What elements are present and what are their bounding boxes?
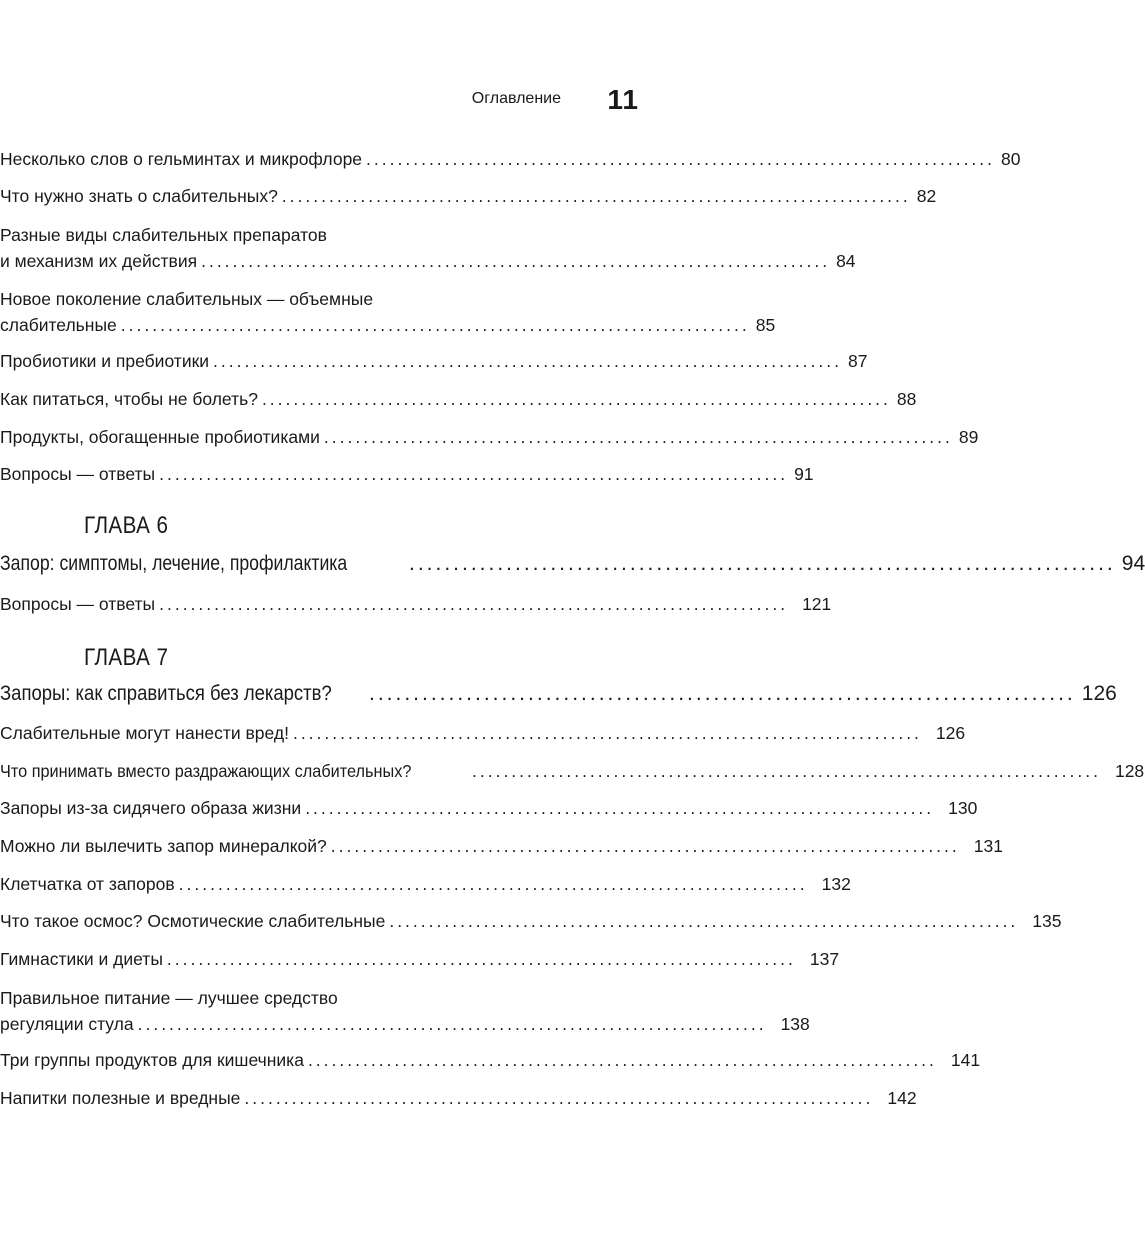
toc-entry[interactable] (0, 720, 966, 746)
entry-page: 138 (780, 1014, 810, 1034)
entry-title: и механизм их действия (0, 251, 198, 271)
toc-entry[interactable] (0, 183, 937, 209)
entry-page: 87 (848, 351, 868, 371)
entry-page: 126 (1081, 682, 1117, 705)
running-header (84, 84, 639, 114)
entry-title: Как питаться, чтобы не болеть? (0, 389, 258, 409)
entry-title: Клетчатка от запоров (0, 874, 175, 894)
entry-title: Что нужно знать о слабительных? (0, 186, 278, 206)
entry-title: Запоры из-за сидячего образа жизни (0, 798, 302, 818)
entry-title: Можно ли вылечить запор минералкой? (0, 836, 327, 856)
toc-entry[interactable] (0, 908, 1062, 934)
entry-page: 142 (887, 1088, 917, 1108)
entry-title-line1: Разные виды слабительных препаратов (0, 225, 327, 245)
dot-leader: ................................................................................ (137, 1014, 767, 1034)
entry-page: 88 (896, 389, 917, 409)
entry-page: 141 (950, 1050, 981, 1070)
dot-leader: ................................................................................ (323, 427, 953, 447)
entry-title: Вопросы — ответы (0, 464, 156, 484)
dot-leader: ................................................................................ (366, 149, 996, 169)
entry-title: Напитки полезные и вредные (0, 1088, 241, 1108)
toc-entry[interactable] (0, 1085, 917, 1111)
entry-page: 91 (794, 464, 814, 484)
toc-entry[interactable] (0, 591, 832, 617)
entry-title: Что такое осмос? Осмотические слабительные (0, 911, 386, 931)
entry-page: 131 (973, 836, 1003, 856)
toc-entry[interactable] (0, 424, 979, 450)
dot-leader: ................................................................................ (178, 874, 808, 894)
entry-title: Пробиотики и пребиотики (0, 351, 210, 371)
entry-page: 89 (958, 427, 979, 447)
dot-leader: ................................................................................ (166, 949, 796, 969)
entry-page: 130 (948, 798, 978, 818)
dot-leader: ................................................................................ (307, 1050, 937, 1070)
dot-leader: ................................................................................ (389, 911, 1019, 931)
entry-title: Три группы продуктов для кишечника (0, 1050, 304, 1070)
entry-page: 82 (916, 186, 937, 206)
toc-entry[interactable] (0, 946, 840, 972)
entry-title: регуляции стула (0, 1014, 134, 1034)
entry-page: 137 (809, 949, 840, 969)
entry-title-line1: Правильное питание — лучшее средство (0, 988, 338, 1008)
toc-entry[interactable] (0, 348, 868, 374)
page-number: 11 (607, 84, 639, 115)
dot-leader: ................................................................................ (261, 389, 891, 409)
entry-page: 80 (1001, 149, 1021, 169)
entry-page: 135 (1032, 911, 1062, 931)
dot-leader: ................................................................................ (292, 723, 922, 743)
entry-title: Что принимать вместо раздражающих слабительных? (0, 761, 412, 781)
toc-entry[interactable] (0, 833, 1003, 859)
dot-leader: ................................................................................ (305, 798, 935, 818)
dot-leader: ................................................................................ (201, 251, 831, 271)
toc-entry[interactable] (0, 386, 917, 412)
dot-leader: ................................................................................ (409, 552, 1116, 575)
entry-page: 121 (802, 594, 832, 614)
entry-page: 126 (935, 723, 966, 743)
entry-title: Вопросы — ответы (0, 594, 156, 614)
dot-leader: ................................................................................ (159, 594, 789, 614)
chapter-6-label: ГЛАВА 6 (84, 512, 169, 539)
entry-page: 132 (821, 874, 851, 894)
dot-leader: ................................................................................ (244, 1088, 874, 1108)
chapter-7-label: ГЛАВА 7 (84, 644, 169, 671)
dot-leader: ................................................................................ (330, 836, 960, 856)
toc-entry[interactable] (0, 758, 1145, 784)
header-title: Оглавление (471, 90, 561, 107)
toc-entry[interactable] (0, 286, 776, 338)
chapter-title: Запор: симптомы, лечение, профилактика (0, 552, 348, 575)
dot-leader: ................................................................................ (369, 682, 1076, 705)
dot-leader: ................................................................................ (281, 186, 911, 206)
entry-title: Слабительные могут нанести вред! (0, 723, 289, 743)
entry-title: слабительные (0, 315, 117, 335)
toc-entry[interactable] (0, 985, 810, 1037)
entry-title: Гимнастики и диеты (0, 949, 163, 969)
toc-entry[interactable] (0, 1047, 981, 1073)
dot-leader: ................................................................................ (120, 315, 750, 335)
dot-leader: ................................................................................ (213, 351, 842, 371)
toc-entry[interactable] (0, 146, 1021, 172)
toc-entry[interactable] (0, 222, 856, 274)
entry-title: Несколько слов о гельминтах и микрофлоре (0, 149, 363, 169)
chapter-7-title-entry[interactable] (0, 681, 1117, 707)
chapter-6-title-entry[interactable] (0, 551, 1145, 577)
entry-title: Продукты, обогащенные пробиотиками (0, 427, 320, 447)
toc-entry[interactable] (0, 871, 851, 897)
toc-entry[interactable] (0, 795, 978, 821)
entry-page: 84 (836, 251, 856, 271)
entry-page: 94 (1121, 552, 1145, 575)
chapter-title: Запоры: как справиться без лекарств? (0, 682, 332, 705)
entry-page: 85 (755, 315, 776, 335)
entry-title-line1: Новое поколение слабительных — объемные (0, 289, 374, 309)
toc-entry[interactable] (0, 461, 814, 487)
entry-page: 128 (1114, 761, 1145, 781)
dot-leader: ................................................................................ (159, 464, 789, 484)
dot-leader: ................................................................................ (472, 761, 1101, 781)
